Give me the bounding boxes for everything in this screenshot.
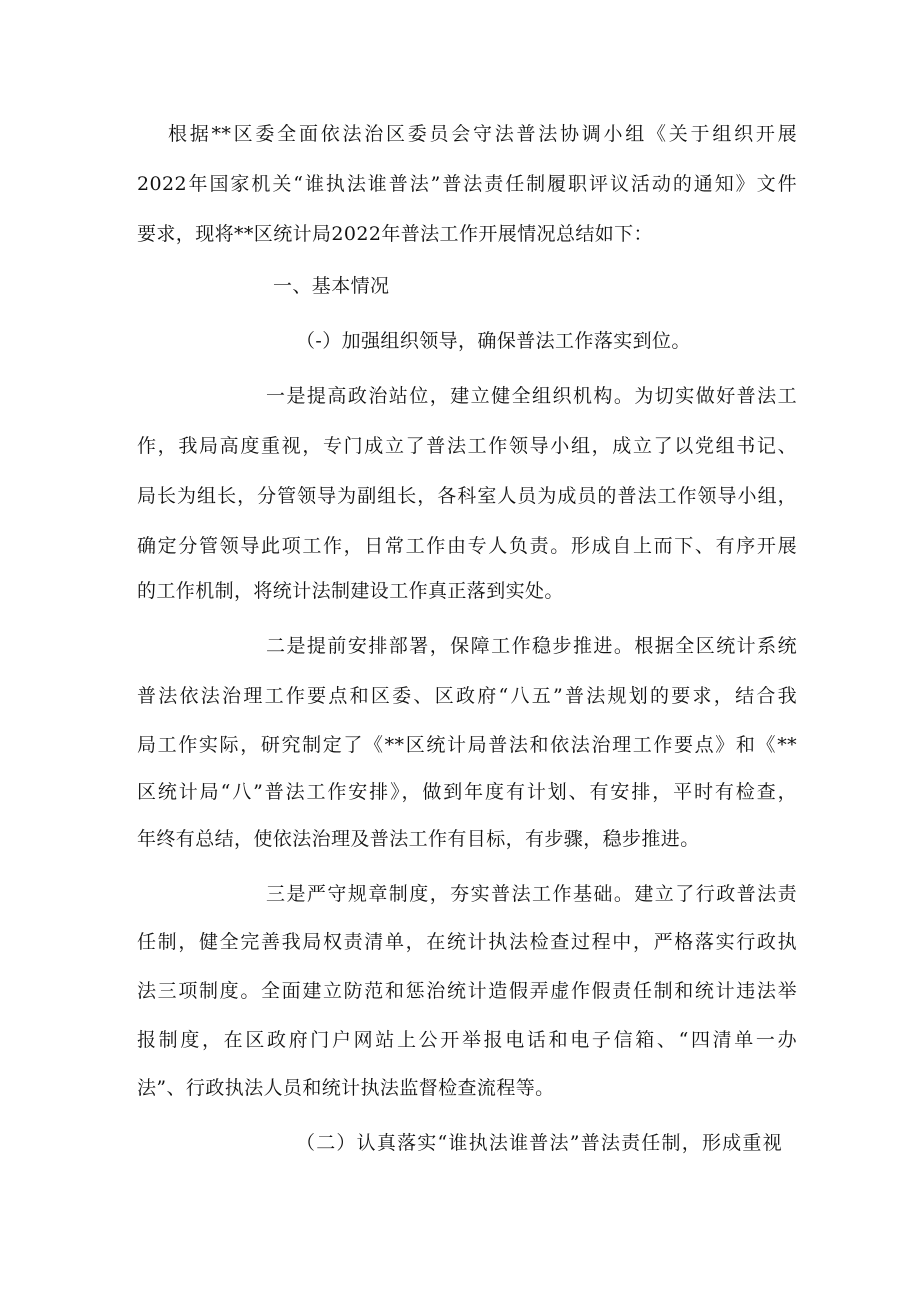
point-3-line-4: 报制度，在区政府门户网站上公开举报电话和电子信箱、“四清单一办 (137, 1029, 797, 1051)
subsection-heading-2: （二）认真落实“谁执法谁普法”普法责任制，形成重视 (296, 1132, 782, 1154)
point-2-line-2: 普法依法治理工作要点和区委、区政府“八五”普法规划的要求，结合我 (137, 685, 797, 707)
point-3-line-1: 三是严守规章制度，夯实普法工作基础。建立了行政普法责 (266, 883, 797, 905)
point-2-line-3: 局工作实际，研究制定了《**区统计局普法和依法治理工作要点》和《** (137, 734, 797, 756)
point-2-line-5: 年终有总结，使依法治理及普法工作有目标，有步骤，稳步推进。 (137, 828, 700, 850)
point-1-line-1: 一是提高政治站位，建立健全组织机构。为切实做好普法工 (266, 385, 797, 407)
point-1-line-4: 确定分管领导此项工作，日常工作由专人负责。形成自上而下、有序开展 (137, 535, 797, 557)
point-2-line-4: 区统计局“八”普法工作安排》，做到年度有计划、有安排，平时有检查， (137, 781, 797, 803)
paragraph-intro-line-1: 根据**区委全面依法治区委员会守法普法协调小组《关于组织开展 (168, 123, 797, 145)
paragraph-intro-line-3: 要求，现将**区统计局2022年普法工作开展情况总结如下： (137, 223, 653, 245)
point-1-line-5: 的工作机制，将统计法制建设工作真正落到实处。 (137, 580, 564, 602)
point-3-line-2: 任制，健全完善我局权责清单，在统计执法检查过程中，严格落实行政执 (137, 931, 797, 953)
point-3-line-5: 法”、行政执法人员和统计执法监督检查流程等。 (137, 1077, 555, 1099)
subsection-heading-1: （-）加强组织领导，确保普法工作落实到位。 (296, 330, 691, 352)
point-2-line-1: 二是提前安排部署，保障工作稳步推进。根据全区统计系统 (266, 635, 797, 657)
paragraph-intro-line-2: 2022年国家机关“谁执法谁普法”普法责任制履职评议活动的通知》文件 (137, 173, 797, 195)
point-3-line-3: 法三项制度。全面建立防范和惩治统计造假弄虚作假责任制和统计违法举 (137, 980, 797, 1002)
point-1-line-3: 局长为组长，分管领导为副组长，各科室人员为成员的普法工作领导小组， (137, 485, 797, 507)
section-heading-basic-situation: 一、基本情况 (273, 275, 390, 297)
point-1-line-2: 作，我局高度重视，专门成立了普法工作领导小组，成立了以党组书记、 (137, 435, 797, 457)
